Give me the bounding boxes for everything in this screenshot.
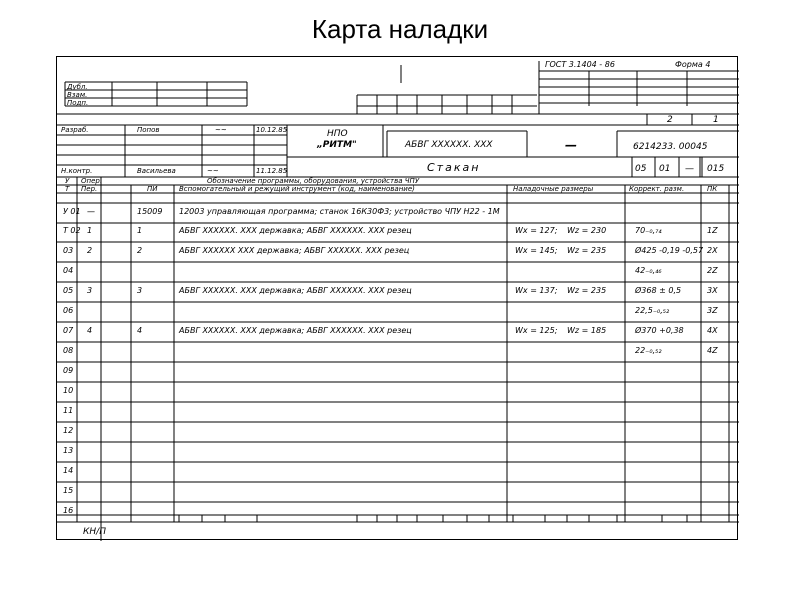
row-number: 06 (63, 306, 74, 315)
page-title: Карта наладки (311, 14, 489, 44)
sheets-total: 2 (667, 115, 673, 125)
row-oper: — (87, 207, 95, 216)
row-pk: 3X (707, 286, 718, 295)
op-code-3: — (685, 164, 694, 174)
row-wz: Wz = 185 (567, 326, 607, 335)
row-number: 14 (63, 466, 74, 475)
nkontr-date: 11.12.85 (256, 167, 288, 175)
row-number: 16 (63, 506, 74, 515)
row-tool: АБВГ XXXXXX. XXX державка; АБВГ XXXXXX. XXX резец (179, 326, 412, 335)
row-number: 12 (63, 426, 74, 435)
row-korr: Ø368 ± 0,5 (635, 286, 682, 295)
row-number: 05 (63, 286, 74, 295)
row-pi: 15009 (137, 207, 163, 216)
form-label: Форма 4 (675, 60, 711, 69)
nkontr-signature: ~~ (207, 167, 219, 175)
header-pi: ПИ (147, 185, 158, 193)
row-korr: 70₋₀,₇₄ (635, 226, 662, 235)
row-wx: Wx = 145; (515, 246, 558, 255)
header-korr: Коррект. разм. (629, 185, 685, 193)
row-number: 09 (63, 366, 74, 375)
row-pi: 1 (137, 226, 143, 235)
sheet-number: 1 (713, 115, 719, 125)
row-wz: Wz = 235 (567, 286, 607, 295)
row-number: 15 (63, 486, 74, 495)
row-number: 10 (63, 386, 74, 395)
dash-mark: — (565, 138, 577, 152)
op-code-1: 05 (635, 164, 647, 174)
header-t: Т (65, 185, 70, 193)
row-tool: АБВГ XXXXXX. XXX державка; АБВГ XXXXXX. XXX резец (179, 226, 412, 235)
row-wz: Wz = 235 (567, 246, 607, 255)
dubl-label: Дубл. (67, 83, 88, 91)
row-number: У 01 (63, 207, 81, 216)
razrab-label: Разраб. (61, 126, 89, 134)
row-pk: 2Z (707, 266, 718, 275)
row-oper: 4 (87, 326, 93, 335)
row-number: 13 (63, 446, 74, 455)
op-code-2: 01 (659, 164, 671, 174)
row-oper: 2 (87, 246, 93, 255)
row-korr: Ø425 -0,19 -0,57 (635, 246, 704, 255)
row-number: 04 (63, 266, 74, 275)
razrab-date: 10.12.85 (256, 126, 288, 134)
row-oper: 3 (87, 286, 93, 295)
row-korr: 42₋₀,₄₆ (635, 266, 662, 275)
razrab-signature: ~~ (215, 126, 227, 134)
nkontr-label: Н.контр. (61, 167, 93, 175)
row-korr: Ø370 +0,38 (635, 326, 684, 335)
part-name: Стакан (427, 161, 481, 174)
razrab-name: Попов (137, 126, 160, 134)
row-number: Т 02 (63, 226, 81, 235)
kn-label: КН/П (83, 527, 106, 537)
org-line1: НПО (327, 129, 348, 139)
row-tool: АБВГ XXXXXX. XXX державка; АБВГ XXXXXX. XXX резец (179, 286, 412, 295)
row-korr: 22,5₋₀,₅₂ (635, 306, 670, 315)
org-line2: „РИТМ" (317, 140, 357, 150)
nkontr-name: Васильева (137, 167, 176, 175)
row-pi: 3 (137, 286, 143, 295)
vzam-label: Взам. (67, 91, 88, 99)
row-pi: 2 (137, 246, 143, 255)
row-number: 11 (63, 406, 74, 415)
podp-label: Подп. (67, 99, 89, 107)
row-oper: 1 (87, 226, 93, 235)
header-per: Пер. (81, 185, 98, 193)
row-wx: Wx = 137; (515, 286, 558, 295)
gost-label: ГОСТ 3.1404 - 86 (545, 60, 615, 69)
row-wz: Wz = 230 (567, 226, 607, 235)
setup-card-form (56, 56, 738, 540)
header-oper: Опер. (81, 177, 103, 185)
row-wx: Wx = 127; (515, 226, 558, 235)
row-number: 07 (63, 326, 74, 335)
header-pk: ПК (707, 185, 718, 193)
row-pi: 4 (137, 326, 143, 335)
row-pk: 4X (707, 326, 718, 335)
row-pk: 4Z (707, 346, 718, 355)
op-code-4: 015 (707, 164, 725, 174)
header-u: У (65, 177, 70, 185)
row-number: 08 (63, 346, 74, 355)
row-tool: АБВГ XXXXXX XXX державка; АБВГ XXXXXX. XXX резец (179, 246, 410, 255)
header-setup: Наладочные размеры (513, 185, 594, 193)
row-tool: 12003 управляющая программа; станок 16К30Ф3; устройство ЧПУ Н22 - 1М (179, 207, 500, 216)
part-number: 6214233. 00045 (633, 142, 708, 152)
row-pk: 1Z (707, 226, 718, 235)
row-wx: Wx = 125; (515, 326, 558, 335)
row-pk: 3Z (707, 306, 718, 315)
row-pk: 2X (707, 246, 718, 255)
row-korr: 22₋₀,₅₂ (635, 346, 662, 355)
doc-code: АБВГ XXXXXX. XXX (405, 140, 493, 150)
header-tool: Вспомогательный и режущий инструмент (код, наименование) (179, 185, 415, 193)
row-number: 03 (63, 246, 74, 255)
header-program: Обозначение программы, оборудования, устройства ЧПУ (207, 177, 420, 185)
